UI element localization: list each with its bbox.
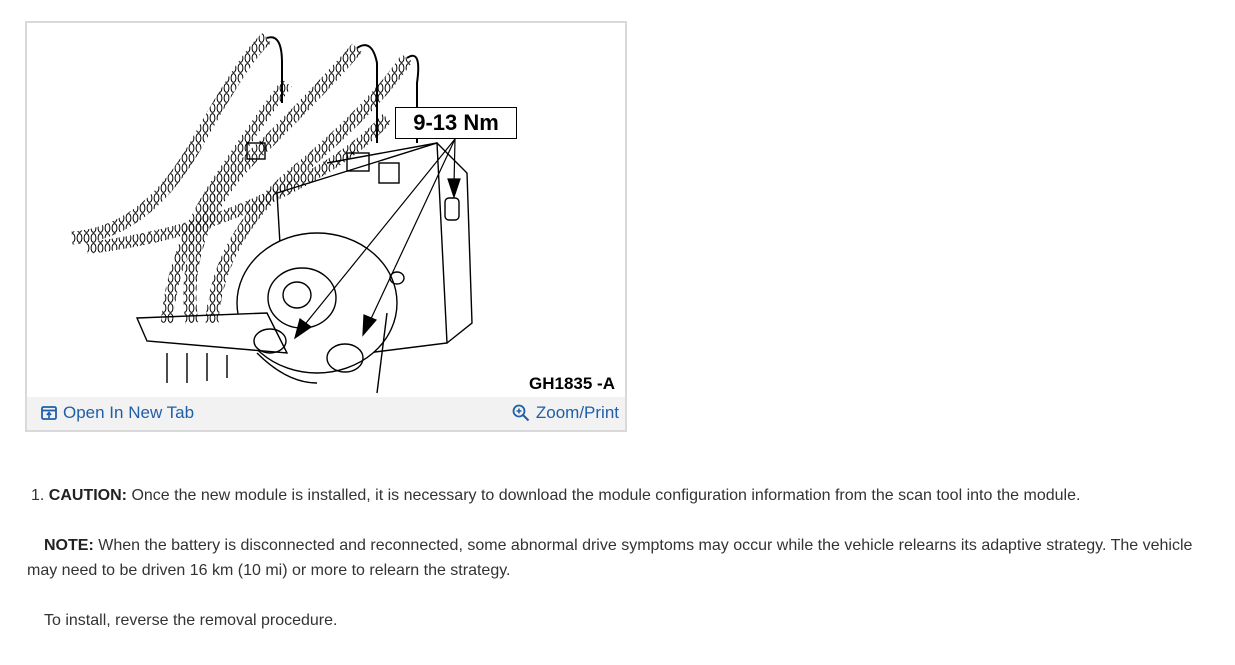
zoom-print-label: Zoom/Print	[535, 403, 619, 422]
figure-code: GH1835 -A	[529, 374, 615, 393]
install-instruction: To install, reverse the removal procedure.	[44, 612, 338, 629]
torque-spec-label: 9-13 Nm	[395, 107, 517, 139]
note-label: NOTE:	[44, 537, 94, 554]
figure-toolbar	[27, 397, 625, 430]
open-in-new-tab-label: Open In New Tab	[63, 403, 195, 422]
caution-text: Once the new module is installed, it is necessary to download the module configuration information from the scan tool into the module.	[127, 487, 1081, 504]
figure-panel	[25, 21, 627, 432]
zoom-icon	[512, 404, 530, 422]
abs-module-line-drawing	[27, 23, 625, 401]
note-text: When the battery is disconnected and reconnected, some abnormal drive symptoms may occur while the vehicle relearns its adaptive strategy. The vehicle may need to be driven 16 km (10 mi) or more to relearn the strategy.	[27, 537, 1193, 579]
open-in-new-tab-link[interactable]	[41, 403, 194, 423]
note-paragraph	[27, 533, 1227, 583]
caution-label: CAUTION:	[48, 487, 128, 504]
zoom-print-link[interactable]	[512, 403, 619, 423]
open-in-new-tab-icon	[41, 406, 57, 420]
step-1-caution	[31, 483, 1080, 508]
step-number: 1.	[31, 487, 45, 504]
